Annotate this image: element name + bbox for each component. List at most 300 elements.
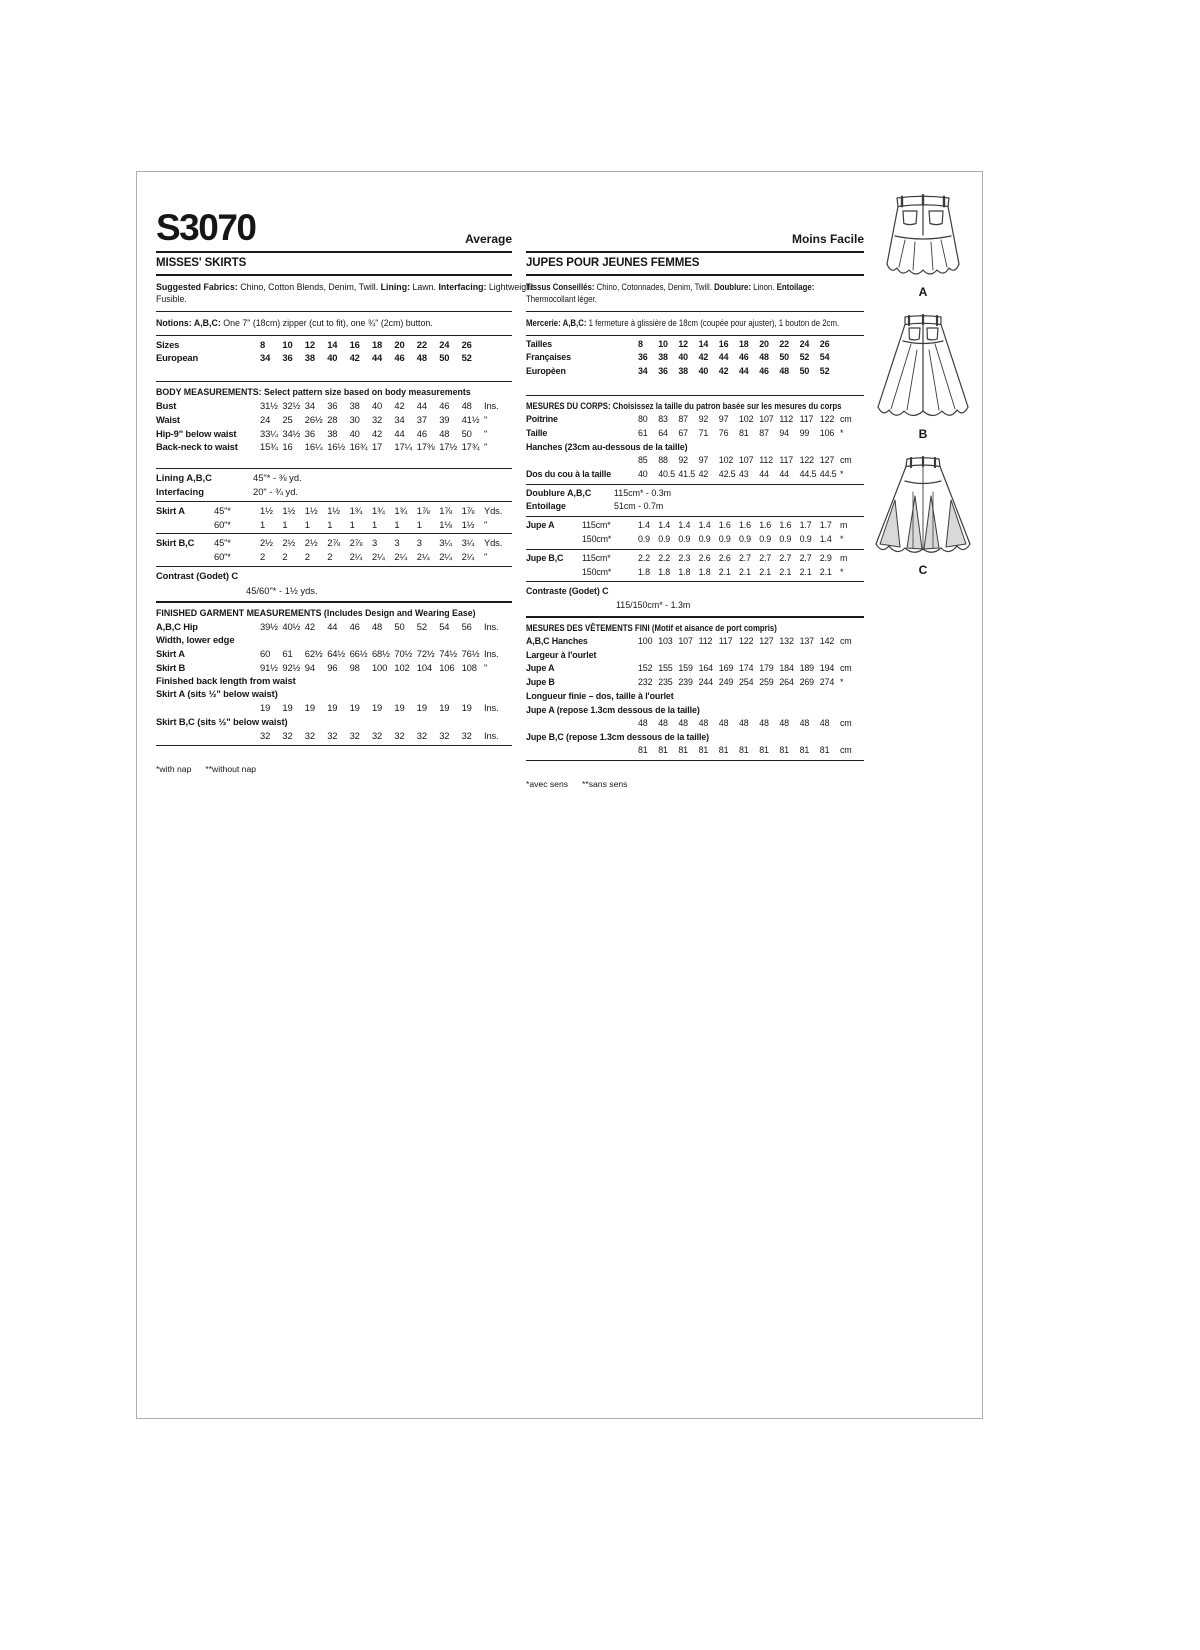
table-row	[156, 536, 512, 550]
cell-value: 92	[678, 454, 688, 465]
cell-value: 2.7	[759, 552, 772, 563]
cell-value: 117	[779, 454, 794, 465]
cell-value: 1.6	[779, 520, 792, 531]
unit-label: Yds.	[483, 537, 503, 549]
cell-value: 1	[282, 518, 288, 530]
cell-value: 127	[819, 454, 835, 465]
cell-value: 2½	[282, 537, 296, 549]
masthead-english	[156, 202, 512, 249]
cell-value: 2.7	[739, 552, 751, 563]
cell-value: 44.5	[799, 468, 817, 479]
row-label: Jupe B	[526, 676, 555, 687]
row-label: Lining A,B,C	[156, 472, 212, 484]
cell-value: 0.9	[799, 533, 812, 544]
cell-value: 50	[779, 352, 789, 363]
unit-label: "	[483, 413, 488, 425]
cell-value: 16	[349, 338, 360, 350]
row-label: Poitrine	[526, 413, 558, 424]
cell-value: 40	[327, 352, 338, 364]
cell-value: 152	[638, 663, 653, 674]
cell-value: 26	[461, 338, 472, 350]
cell-value: 81	[779, 745, 789, 756]
cell-value: 2	[304, 551, 310, 563]
unit-label: m	[840, 552, 848, 563]
spacer	[156, 454, 512, 466]
cell-value: 28	[327, 413, 338, 425]
unit-label: *	[840, 533, 844, 544]
cell-value: 1.6	[759, 520, 772, 531]
cell-value: 48	[739, 717, 749, 728]
cell-value: 83	[658, 413, 668, 424]
cell-value: 33¼	[260, 427, 278, 439]
cell-value: 34	[260, 352, 271, 364]
cell-value: 1	[260, 518, 266, 530]
cell-value: 1½	[282, 504, 296, 516]
unit-label: "	[483, 441, 488, 453]
footnote-item: **sans sens	[582, 778, 628, 789]
cell-value: 36	[658, 366, 668, 377]
cell-value: 103	[658, 635, 673, 646]
table-row	[156, 504, 512, 518]
cell-value: 159	[678, 663, 693, 674]
cell-value: 36	[304, 427, 315, 439]
table-row	[156, 518, 512, 532]
cell-value: 97	[718, 413, 729, 424]
cell-value: 40	[698, 366, 709, 377]
cell-value: 38	[304, 352, 315, 364]
divider	[156, 533, 512, 534]
cell-value: 2.6	[698, 552, 711, 563]
cell-value: 42	[371, 427, 383, 439]
row-label: Skirt A	[156, 504, 185, 516]
cell-value: 19	[416, 702, 427, 714]
table-row	[526, 365, 864, 379]
cell-value: 1¾	[371, 504, 385, 516]
pattern-instruction-sheet	[136, 171, 983, 1419]
cell-value: 39½	[260, 620, 278, 632]
cell-value: 259	[759, 676, 774, 687]
cell-value: 40	[349, 427, 360, 439]
divider	[526, 251, 864, 253]
cell-value: 18	[371, 338, 383, 350]
figure-label-b: B	[918, 427, 928, 441]
cell-value: 155	[658, 663, 673, 674]
cell-value: 1	[371, 518, 378, 530]
cell-value: 184	[779, 663, 794, 674]
cell-value: 44	[327, 620, 338, 632]
cell-value: 107	[759, 413, 774, 424]
row-label: Back-neck to waist	[156, 441, 238, 453]
cell-value: 1.8	[698, 566, 711, 577]
cell-value: 14	[698, 338, 709, 349]
divider	[526, 549, 864, 550]
sub-header: Width, lower edge	[156, 633, 235, 645]
cell-value: 37	[416, 413, 427, 425]
cell-value: 92	[698, 413, 709, 424]
cell-value: 2¼	[371, 551, 385, 563]
cell-value: 2.9	[819, 552, 832, 563]
cell-value: 100	[371, 661, 388, 673]
text-run: Thermocollant léger.	[526, 294, 597, 304]
yardage-line	[156, 471, 512, 485]
cell-value: 81	[638, 745, 648, 756]
sub-header: Jupe A (repose 1.3cm dessous de la taille)	[526, 704, 700, 715]
cell-value: 8	[638, 338, 643, 349]
sub-header: Longueur finie – dos, taille à l'ourlet	[526, 691, 674, 702]
table-row	[526, 338, 864, 352]
cell-value: 40½	[282, 620, 301, 632]
text-run: Lightweight	[486, 280, 534, 292]
unit-label: cm	[840, 454, 852, 465]
cell-value: 19	[304, 702, 315, 714]
cell-value: 31½	[260, 400, 278, 412]
cell-value: 44	[759, 468, 769, 479]
table-row	[156, 661, 512, 675]
footnote-item: *with nap	[156, 763, 192, 774]
cell-value: 72½	[416, 647, 435, 659]
french-content	[526, 278, 864, 789]
cell-value: 61	[638, 427, 648, 438]
cell-value: 48	[658, 717, 668, 728]
row-label: Sizes	[156, 338, 180, 350]
cell-value: 87	[678, 413, 688, 424]
table-row	[156, 413, 512, 427]
cell-value: 174	[739, 663, 754, 674]
cell-value: 48	[638, 717, 648, 728]
cell-value: 81	[739, 745, 749, 756]
cell-value: 92½	[282, 661, 301, 673]
cell-value: 2.2	[658, 552, 671, 563]
cell-value: 36	[282, 352, 293, 364]
cell-value: 194	[819, 663, 835, 674]
skirt-illustrations	[864, 190, 982, 588]
cell-value: 43	[739, 468, 749, 479]
cell-value: 48	[461, 400, 472, 412]
cell-value: 2.7	[779, 552, 792, 563]
row-label: Hip-9" below waist	[156, 427, 237, 439]
cell-value: 0.9	[698, 533, 711, 544]
divider	[526, 395, 864, 396]
cell-value: 16¾	[349, 441, 368, 453]
cell-value: 48	[779, 366, 789, 377]
cell-value: 68½	[371, 647, 390, 659]
cell-value: 40.5	[658, 468, 675, 479]
cell-value: 67	[678, 427, 688, 438]
footnote-item: **without nap	[205, 763, 257, 774]
bold-term: Tissus Conseillés:	[526, 281, 595, 292]
cell-value: 46	[439, 400, 450, 412]
cell-value: 1⅛	[439, 518, 452, 530]
cell-value: 40	[638, 468, 648, 479]
cell-value: 2¼	[439, 551, 452, 563]
cell-value: 46	[759, 366, 769, 377]
cell-value: 1	[349, 518, 355, 530]
cell-value: 32	[439, 729, 450, 741]
cell-value: 1½	[260, 504, 273, 516]
unit-label: Ins.	[483, 702, 499, 714]
unit-label: cm	[840, 745, 852, 756]
table-row	[526, 662, 864, 676]
cell-value: 74½	[439, 647, 457, 659]
row-label: Jupe A	[526, 663, 555, 674]
unit-label: "	[483, 661, 488, 673]
cell-value: 64	[658, 427, 668, 438]
cell-value: 0.9	[718, 533, 731, 544]
cell-value: 0.9	[678, 533, 691, 544]
cell-value: 2.3	[678, 552, 691, 563]
cell-value: 102	[718, 454, 734, 465]
cell-value: 1½	[304, 504, 318, 516]
cell-value: 42	[718, 366, 729, 377]
cell-value: 30	[349, 413, 360, 425]
unit-label: cm	[840, 635, 852, 646]
cell-value: 106	[819, 427, 835, 438]
masthead-french	[526, 202, 864, 249]
cell-value: 2.1	[779, 566, 792, 577]
row-label: Skirt A	[156, 647, 185, 659]
unit-label: "	[483, 427, 488, 439]
cell-value: 100	[638, 635, 653, 646]
cell-value: 2¼	[394, 551, 408, 563]
cell-value: 52	[416, 620, 427, 632]
footnote	[526, 779, 864, 789]
cell-value: 1.8	[658, 566, 671, 577]
figure-label-c: C	[918, 563, 928, 577]
cell-value: 48	[759, 717, 769, 728]
row-label: Jupe B,C	[526, 552, 564, 563]
cell-value: 1⅞	[461, 504, 475, 516]
cell-value: 1	[416, 518, 422, 530]
cell-value: 42	[304, 620, 315, 632]
cell-value: 41½	[461, 413, 480, 425]
cell-value: 2.1	[799, 566, 812, 577]
cell-value: 32	[461, 729, 472, 741]
cell-value: 112	[759, 454, 773, 465]
sub-header: Largeur à l'ourlet	[526, 650, 597, 661]
row-value: 20" - ¾ yd.	[253, 486, 299, 498]
table-row	[526, 676, 864, 690]
cell-value: 48	[416, 352, 427, 364]
table-row	[156, 647, 512, 661]
cell-value: 17½	[439, 441, 457, 453]
divider	[156, 601, 512, 603]
cell-value: 2.7	[799, 552, 812, 563]
cell-value: 14	[327, 338, 338, 350]
table-row	[156, 550, 512, 564]
row-label: A,B,C Hip	[156, 620, 198, 632]
text-run: Linon.	[750, 281, 777, 292]
width-label: 60"*	[214, 551, 231, 563]
cell-value: 274	[819, 676, 835, 687]
divider	[526, 484, 864, 485]
cell-value: 19	[439, 702, 450, 714]
divider	[526, 274, 864, 276]
cell-value: 70½	[394, 647, 413, 659]
cell-value: 44	[371, 352, 383, 364]
row-value: 45"* - ⅜ yd.	[253, 472, 302, 484]
cell-value: 50	[394, 620, 405, 632]
divider	[156, 251, 512, 253]
table-row	[156, 338, 512, 352]
cell-value: 71	[698, 427, 709, 438]
cell-value: 81	[698, 745, 709, 756]
cell-value: 34½	[282, 427, 301, 439]
table-row	[526, 468, 864, 482]
cell-value: 34	[638, 366, 648, 377]
unit-label: *	[840, 468, 844, 479]
cell-value: 108	[461, 661, 477, 673]
cell-value: 97	[698, 454, 709, 465]
cell-value: 81	[799, 745, 810, 756]
cell-value: 1½	[461, 518, 475, 530]
cell-value: 26½	[304, 413, 323, 425]
cell-value: 189	[799, 663, 814, 674]
cell-value: 102	[394, 661, 410, 673]
cell-value: 96	[327, 661, 338, 673]
cell-value: 3	[394, 537, 400, 549]
cell-value: 0.9	[638, 533, 650, 544]
cell-value: 179	[759, 663, 774, 674]
cell-value: 48	[678, 717, 688, 728]
table-row	[526, 454, 864, 468]
english-content	[156, 278, 534, 774]
cell-value: 32	[304, 729, 315, 741]
cell-value: 112	[779, 413, 794, 424]
yardage-line	[526, 487, 864, 501]
cell-value: 2¼	[461, 551, 475, 563]
cell-value: 50	[461, 427, 472, 439]
cell-value: 8	[260, 338, 266, 350]
cell-value: 132	[779, 635, 794, 646]
cell-value: 44	[416, 400, 427, 412]
table-row	[156, 399, 512, 413]
section-header: BODY MEASUREMENTS: Select pattern size based on body measurements	[156, 386, 471, 398]
paragraph	[156, 278, 534, 309]
bold-term: Suggested Fabrics:	[156, 280, 238, 292]
width-label: 150cm*	[582, 533, 612, 544]
cell-value: 104	[416, 661, 432, 673]
width-label: 45"*	[214, 504, 231, 516]
width-label: 60"*	[214, 518, 231, 530]
cell-value: 36	[327, 400, 338, 412]
cell-value: 61	[282, 647, 293, 659]
cell-value: 1.8	[678, 566, 691, 577]
section-header: MESURES DU CORPS: Choisissez la taille du patron basée sur les mesures du corps	[526, 400, 842, 411]
cell-value: 3¼	[461, 537, 475, 549]
cell-value: 264	[779, 676, 794, 687]
cell-value: 54	[439, 620, 450, 632]
cell-value: 127	[759, 635, 774, 646]
bold-term: Mercerie: A,B,C:	[526, 317, 587, 328]
divider	[526, 516, 864, 517]
cell-value: 32	[349, 729, 360, 741]
cell-value: 87	[759, 427, 769, 438]
cell-value: 19	[327, 702, 338, 714]
unit-label: "	[483, 518, 488, 530]
cell-value: 1¾	[394, 504, 408, 516]
cell-value: 32	[327, 729, 338, 741]
cell-value: 60	[260, 647, 271, 659]
english-column	[156, 202, 534, 774]
divider	[526, 335, 864, 336]
unit-label: cm	[840, 717, 852, 728]
table-row	[156, 427, 512, 441]
paragraph	[526, 314, 864, 333]
cell-value: 32	[371, 729, 383, 741]
unit-label: m	[840, 520, 848, 531]
divider	[526, 581, 864, 582]
cell-value: 17⅜	[416, 441, 435, 453]
table-row	[156, 729, 512, 743]
cell-value: 2.1	[759, 566, 772, 577]
divider	[526, 311, 864, 312]
divider	[156, 274, 512, 276]
bold-term: Entoilage:	[776, 281, 815, 292]
cell-value: 42	[394, 400, 405, 412]
skirt-a-illustration	[869, 190, 977, 282]
cell-value: 81	[739, 427, 749, 438]
text-run: Fusible.	[156, 293, 187, 304]
cell-value: 1⅞	[439, 504, 452, 516]
cell-value: 254	[739, 676, 754, 687]
cell-value: 10	[282, 338, 293, 350]
cell-value: 41.5	[678, 468, 696, 479]
cell-value: 0.9	[759, 533, 772, 544]
cell-value: 48	[779, 717, 789, 728]
cell-value: 48	[718, 717, 729, 728]
cell-value: 24	[799, 338, 810, 349]
cell-value: 1.7	[819, 520, 832, 531]
cell-value: 122	[819, 413, 835, 424]
cell-value: 122	[799, 454, 814, 465]
cell-value: 3	[371, 537, 378, 549]
cell-value: 2.2	[638, 552, 650, 563]
cell-value: 269	[799, 676, 814, 687]
row-label: Interfacing	[156, 486, 204, 498]
cell-value: 25	[282, 413, 293, 425]
divider	[156, 501, 512, 502]
unit-label: "	[483, 551, 488, 563]
cell-value: 122	[739, 635, 754, 646]
sub-header: Hanches (23cm au-dessous de la taille)	[526, 441, 688, 452]
row-label: Waist	[156, 413, 180, 425]
table-row	[526, 519, 864, 533]
cell-value: 18	[739, 338, 749, 349]
cell-value: 40	[678, 352, 688, 363]
row-label: Europèen	[526, 366, 566, 377]
unit-label: Yds.	[483, 504, 503, 516]
cell-value: 164	[698, 663, 713, 674]
cell-value: 19	[260, 702, 271, 714]
table-row	[526, 413, 864, 427]
cell-value: 2.1	[819, 566, 832, 577]
cell-value: 1	[394, 518, 400, 530]
cell-value: 239	[678, 676, 693, 687]
cell-value: 46	[349, 620, 360, 632]
cell-value: 3	[416, 537, 422, 549]
column-title-english: MISSES' SKIRTS	[156, 257, 247, 269]
cell-value: 1.4	[819, 533, 832, 544]
cell-value: 19	[349, 702, 360, 714]
cell-value: 16	[282, 441, 293, 453]
cell-value: 0.9	[658, 533, 671, 544]
table-row	[156, 701, 512, 715]
divider	[156, 335, 512, 336]
unit-label: *	[840, 566, 844, 577]
cell-value: 48	[698, 717, 709, 728]
text-run: Lawn.	[410, 280, 439, 292]
cell-value: 1.4	[658, 520, 671, 531]
